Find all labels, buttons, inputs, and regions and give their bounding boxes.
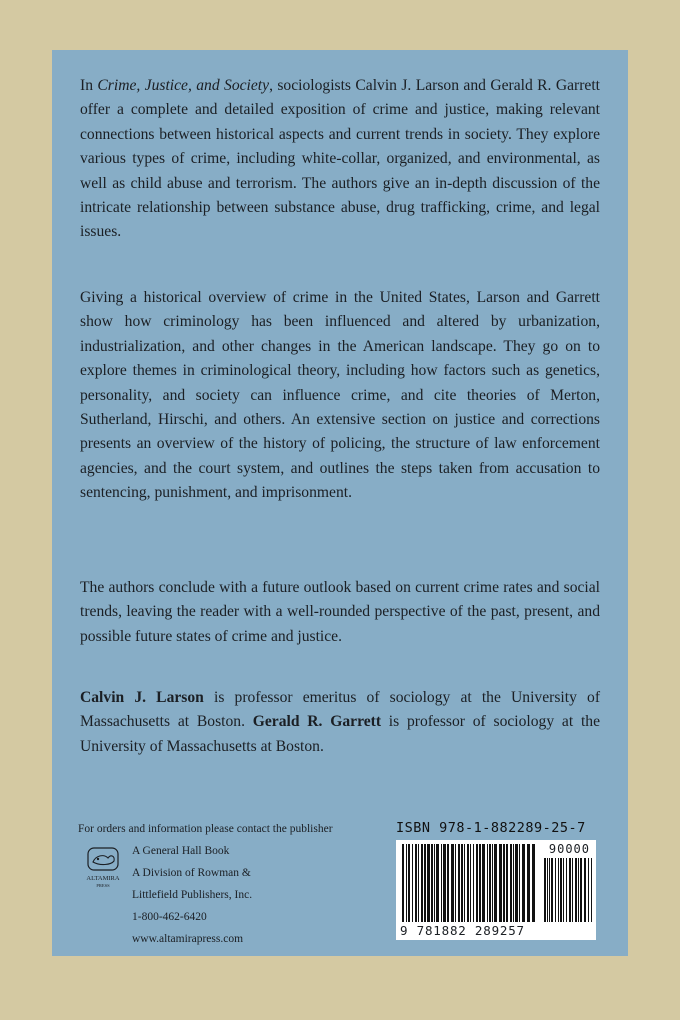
- back-cover-panel: [52, 50, 628, 956]
- description-paragraph-2: Giving a historical overview of crime in the United States, Larson and Garrett show how criminology has been influenced and altered by urbanization, industrialization, and other changes in the American landscape. They go on to explore themes in criminological theory, including how factors such as genetics, personality, and society can influence crime, and cite theories of Merton, Sutherland, Hirschi, and others. An extensive section on justice and corrections presents an overview of the history of policing, the structure of law enforcement agencies, and the court system, and outlines the steps taken from accusation to sentencing, punishment, and imprisonment.: [80, 289, 600, 502]
- publisher-box: [78, 840, 378, 960]
- description-paragraph-3: The authors conclude with a future outlook based on current crime rates and social trends, leaving the reader with a well-rounded perspective of the past, present, and possible future states of crime and justice.: [80, 579, 600, 645]
- author-name-2: Gerald R. Garrett: [252, 713, 382, 731]
- orders-lead: For orders and information please contact the publisher: [78, 823, 333, 835]
- barcode-addon-price: 90000: [548, 842, 590, 856]
- author-bios: [80, 686, 600, 759]
- barcode-ean-digits: 9 781882 289257: [400, 923, 525, 938]
- altamira-press-logo-icon: [86, 846, 126, 892]
- paragraph-rest: , sociologists Calvin J. Larson and Gerald R. Garrett offer a complete and detailed exposition of crime and justice, making relevant connections between historical aspects and current trends in society. They explore various types of crime, including white-collar, organized, and environmental, as well as child abuse and terrorism. The authors give an in-depth discussion of the intricate relationship between substance abuse, drug trafficking, crime, and legal issues.: [80, 77, 600, 241]
- author-bio-1: is professor emeritus of sociology at the University of Massachusetts at Boston.: [80, 689, 601, 731]
- logo-subtext: PRESS: [96, 883, 110, 888]
- publisher-website[interactable]: www.altamirapress.com: [132, 933, 244, 945]
- publisher-line-2: A Division of Rowman &: [132, 867, 251, 879]
- isbn-barcode-area: [396, 820, 596, 940]
- publisher-line-1: A General Hall Book: [132, 845, 230, 857]
- author-name-1: Calvin J. Larson: [80, 689, 204, 706]
- author-bio-2: is professor of sociology at the University of Massachusetts at Boston.: [80, 713, 600, 755]
- publisher-contact: [78, 818, 378, 945]
- publisher-phone: 1-800-462-6420: [132, 911, 207, 923]
- isbn-label: ISBN 978-1-882289-25-7: [396, 820, 586, 836]
- description-paragraph-1: [80, 74, 600, 245]
- book-title: Crime, Justice, and Society: [97, 77, 270, 94]
- publisher-lines: [132, 840, 372, 950]
- paragraph-prefix: In: [80, 77, 98, 94]
- logo-text: ALTAMIRA: [86, 875, 120, 882]
- publisher-line-3: Littlefield Publishers, Inc.: [132, 889, 253, 901]
- barcode: [396, 840, 596, 940]
